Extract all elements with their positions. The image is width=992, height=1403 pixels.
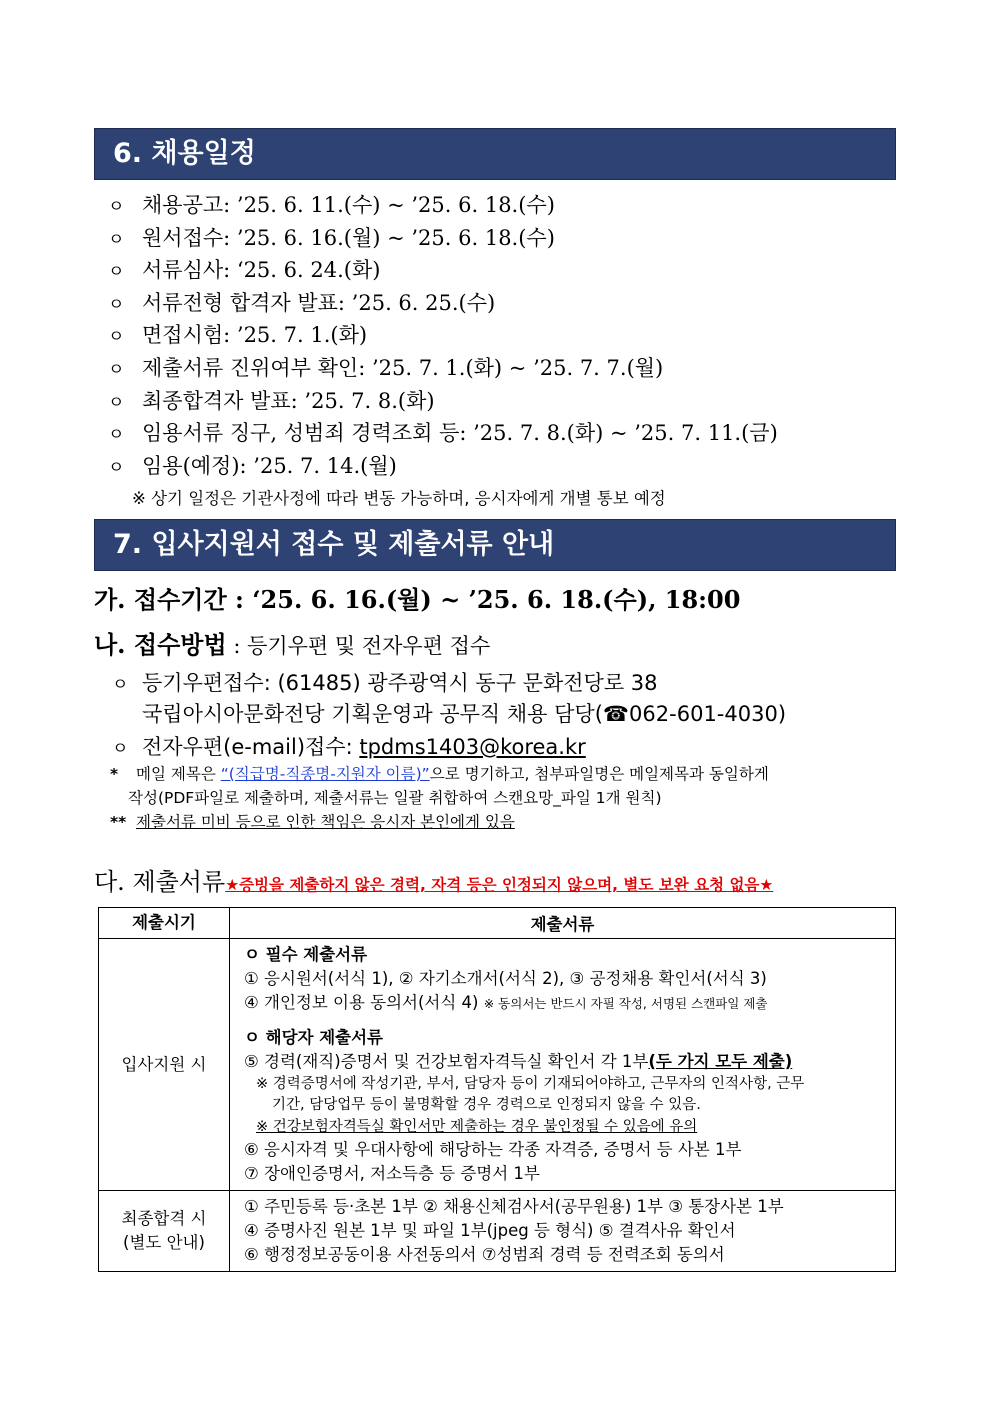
footnote-mail-title-cont: 작성(PDF파일로 제출하며, 제출서류는 일괄 취합하여 스캔요망_파일 1개 원칙) — [128, 789, 662, 807]
documents-table — [98, 907, 896, 1272]
table-row: 입사지원 시 ㅇ 필수 제출서류 ① 응시원서(서식 1), ② 자기소개서(서식 2), ③ 공정채용 확인서(서식 3) ④ 개인정보 이용 동의서(서식 4) ※ 동의서는 반드시 자필 작성, 서명된 스캔파일 제출 ㅇ 해당자 제출서류 ⑤ 경력(재직)증명서 및 건강보험자격득실 확인서 각 1부(두 가지 모두 제출) ※ 경력증명서에 작성기관, 부서, 담당자 등이 기재되어야하고, 근무자의 인적사항, 근무 기간, 담당업무 등이 불명확할 경우 경력으로 인정되지 않을 수 있음. ※ 건강보험자격득실 확인서만 제출하는 경우 불인정될 수 있음에 유의 ⑥ 응시자격 및 우대사항에 해당하는 각종 자격증, 증명서 등 사본 1부 ⑦ 장애인증명서, 저소득층 등 증명서 1부 — [99, 939, 896, 1191]
application-method-label: 나. 접수방법 — [94, 630, 227, 659]
application-method: 나. 접수방법 : 등기우편 및 전자우편 접수 — [94, 630, 491, 659]
section-6-header — [94, 128, 896, 180]
section-6-title: 6. 채용일정 — [113, 138, 256, 169]
documents-warning: ★증빙을 제출하지 않은 경력, 자격 등은 인정되지 않으며, 별도 보완 요청 없음★ — [225, 876, 774, 894]
application-period: 가. 접수기간 : ‘25. 6. 16.(월) ~ ’25. 6. 18.(수), 18:00 — [94, 585, 741, 614]
list-item: ㅇ 제출서류 진위여부 확인: ’25. 7. 1.(화) ~ ’25. 7. 7.(월) — [108, 355, 664, 380]
list-item: ㅇ 서류전형 합격자 발표: ’25. 6. 25.(수) — [108, 290, 496, 315]
section-7-title: 7. 입사지원서 접수 및 제출서류 안내 — [113, 529, 555, 560]
submit-time-final: 최종합격 시 (별도 안내) — [99, 1191, 230, 1272]
schedule-note: ※ 상기 일정은 기관사정에 따라 변동 가능하며, 응시자에게 개별 통보 예정 — [132, 489, 666, 508]
list-item: ㅇ 임용서류 징구, 성범죄 경력조회 등: ’25. 7. 8.(화) ~ ’25. 7. 11.(금) — [108, 421, 778, 446]
list-item: ㅇ 최종합격자 발표: ’25. 7. 8.(화) — [108, 388, 435, 413]
list-item: ㅇ 서류심사: ‘25. 6. 24.(화) — [108, 258, 381, 283]
footnote-mail-title: * 메일 제목은 “(직급명-직종명-지원자 이름)”으로 명기하고, 첨부파일명은 메일제목과 동일하게 — [110, 765, 769, 783]
registered-mail-line: ㅇ 등기우편접수: (61485) 광주광역시 동구 문화전당로 38 — [112, 671, 658, 695]
registered-mail-address: 국립아시아문화전당 기획운영과 공무직 채용 담당(☎062-601-4030) — [142, 702, 787, 726]
section-7-header — [94, 519, 896, 571]
col-submit-time: 제출시기 — [99, 908, 230, 939]
documents-heading: 다. 제출서류★증빙을 제출하지 않은 경력, 자격 등은 인정되지 않으며, 별도 보완 요청 없음★ — [94, 868, 774, 896]
schedule-list — [108, 189, 908, 482]
table-header-row — [99, 908, 896, 939]
list-item: ㅇ 채용공고: ’25. 6. 11.(수) ~ ’25. 6. 18.(수) — [108, 193, 555, 217]
email-line: ㅇ 전자우편(e-mail)접수: tpdms1403@korea.kr — [112, 735, 586, 759]
table-row: 최종합격 시 (별도 안내) ① 주민등록 등·초본 1부 ② 채용신체검사서(공무원용) 1부 ③ 통장사본 1부 ④ 증명사진 원본 1부 및 파일 1부(jpeg 등 형식) ⑤ 결격사유 확인서 ⑥ 행정정보공동이용 사전동의서 ⑦성범죄 경력 등 전력조회 동의서 — [99, 1191, 896, 1272]
list-item: ㅇ 임용(예정): ’25. 7. 14.(월) — [108, 453, 397, 478]
list-item: ㅇ 면접시험: ’25. 7. 1.(화) — [108, 323, 368, 348]
list-item: ㅇ 원서접수: ’25. 6. 16.(월) ~ ’25. 6. 18.(수) — [108, 225, 555, 250]
email-link[interactable]: tpdms1403@korea.kr — [359, 735, 586, 759]
col-documents: 제출서류 — [230, 908, 896, 939]
footnote-responsibility: ** 제출서류 미비 등으로 인한 책임은 응시자 본인에게 있음 — [110, 813, 515, 831]
submit-time-application: 입사지원 시 — [99, 939, 230, 1191]
